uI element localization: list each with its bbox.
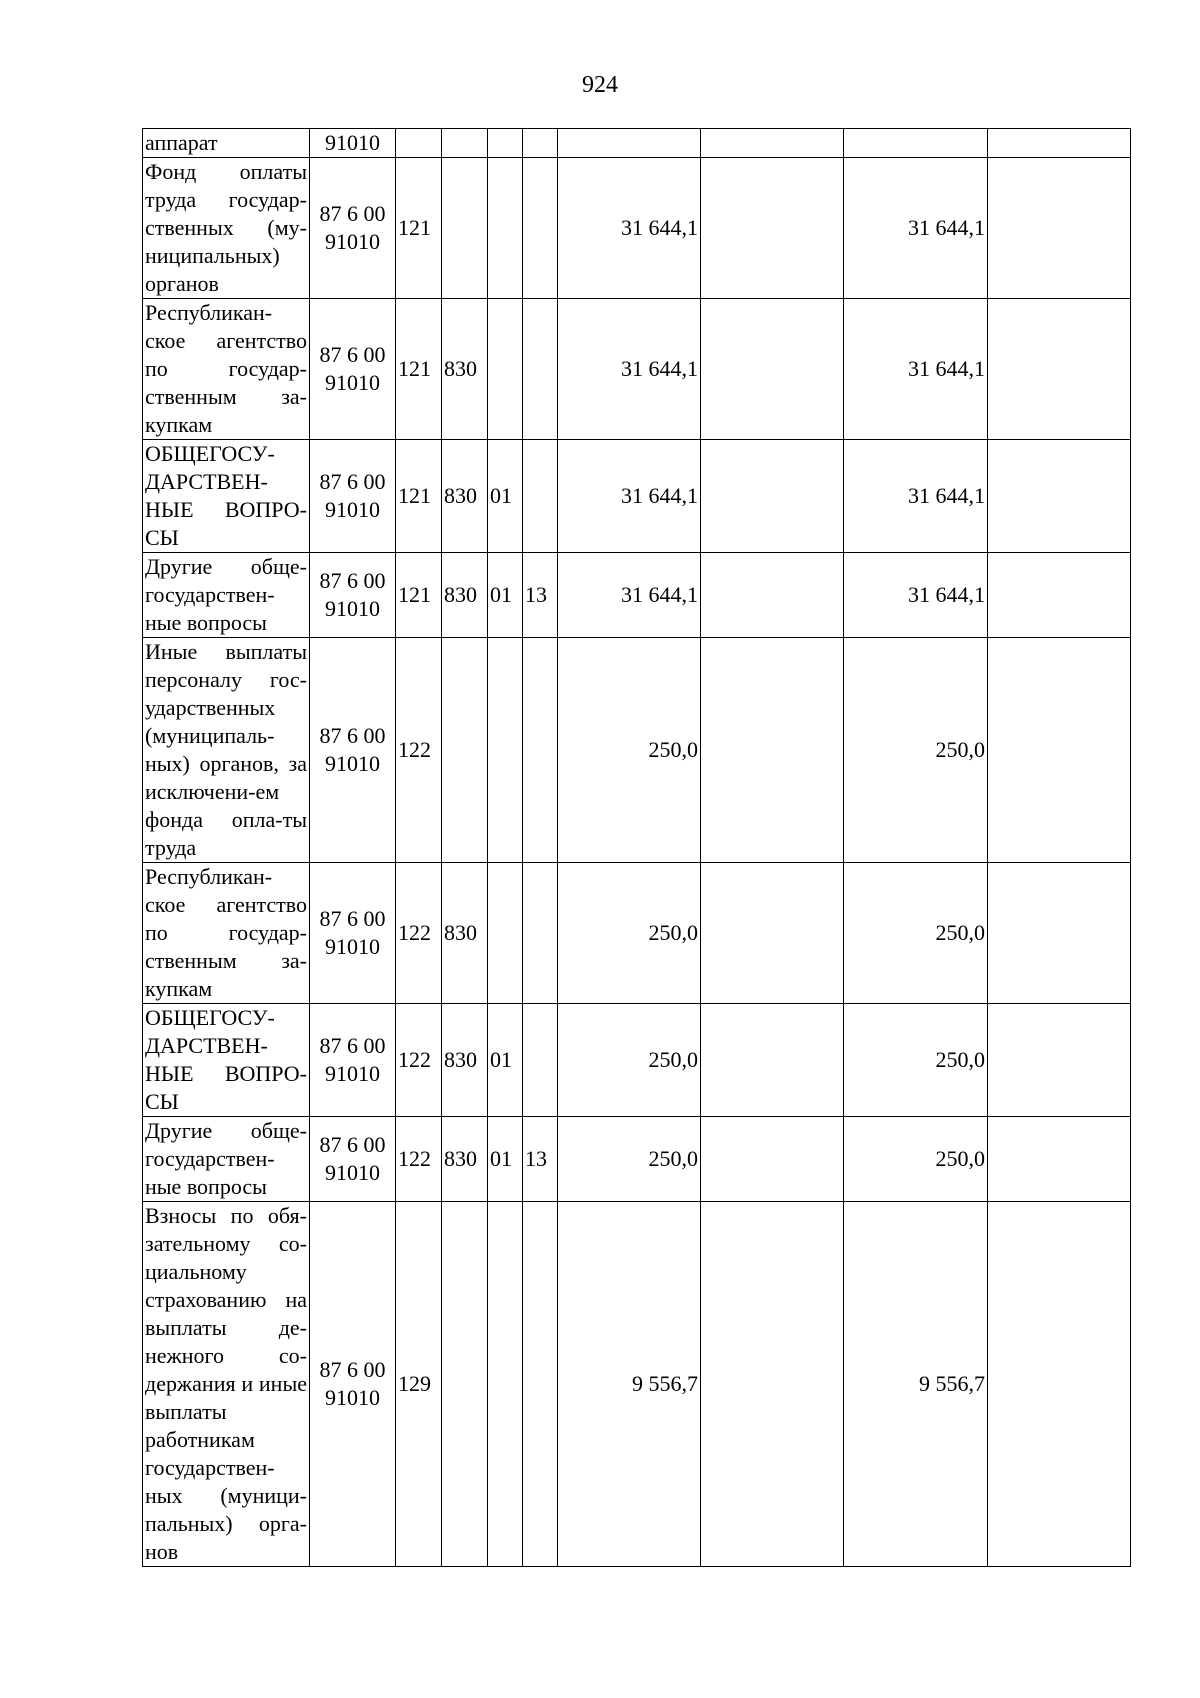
section-cell [488, 129, 523, 158]
item-name-cell: Иные выплаты персоналу гос-ударственных (муниципаль-ных) органов, за исключени-ем фонда опла-ты труда [143, 638, 310, 863]
amount-cell [701, 158, 844, 299]
subsection-cell [523, 863, 558, 1004]
expense-type-cell [396, 129, 442, 158]
expense-type-cell: 122 [396, 1117, 442, 1202]
target-article-cell: 91010 [310, 129, 396, 158]
expense-type-cell: 121 [396, 440, 442, 553]
amount-cell [988, 863, 1131, 1004]
amount-cell [988, 1117, 1131, 1202]
amount-cell: 31 644,1 [844, 440, 988, 553]
department-cell: 830 [442, 553, 488, 638]
amount-cell: 31 644,1 [558, 158, 701, 299]
amount-cell: 250,0 [558, 638, 701, 863]
department-cell: 830 [442, 299, 488, 440]
table-row [143, 1004, 1131, 1117]
item-name-cell: Другие обще-государствен-ные вопросы [143, 553, 310, 638]
department-cell [442, 158, 488, 299]
department-cell: 830 [442, 1004, 488, 1117]
section-cell [488, 1202, 523, 1567]
department-cell: 830 [442, 440, 488, 553]
expense-type-cell: 122 [396, 638, 442, 863]
amount-cell: 250,0 [558, 863, 701, 1004]
amount-cell [988, 1202, 1131, 1567]
subsection-cell [523, 638, 558, 863]
table-row [143, 638, 1131, 863]
subsection-cell [523, 129, 558, 158]
item-name-cell: ОБЩЕГОСУ-ДАРСТВЕН-НЫЕ ВОПРО-СЫ [143, 1004, 310, 1117]
expense-type-cell: 121 [396, 158, 442, 299]
table-body [143, 129, 1131, 1567]
item-name-cell: Другие обще-государствен-ные вопросы [143, 1117, 310, 1202]
amount-cell: 9 556,7 [844, 1202, 988, 1567]
section-cell [488, 638, 523, 863]
subsection-cell [523, 1202, 558, 1567]
target-article-cell: 87 6 00 91010 [310, 299, 396, 440]
amount-cell [701, 1202, 844, 1567]
amount-cell [701, 299, 844, 440]
expense-type-cell: 122 [396, 1004, 442, 1117]
section-cell: 01 [488, 1117, 523, 1202]
section-cell: 01 [488, 440, 523, 553]
page-number: 924 [582, 72, 618, 98]
amount-cell: 9 556,7 [558, 1202, 701, 1567]
amount-cell: 250,0 [844, 1117, 988, 1202]
table-row [143, 863, 1131, 1004]
table-row [143, 158, 1131, 299]
section-cell [488, 863, 523, 1004]
amount-cell [701, 1117, 844, 1202]
target-article-cell: 87 6 00 91010 [310, 158, 396, 299]
amount-cell: 31 644,1 [844, 299, 988, 440]
department-cell [442, 1202, 488, 1567]
item-name-cell: Республикан-ское агентство по государ-ственным за-купкам [143, 299, 310, 440]
department-cell [442, 129, 488, 158]
amount-cell: 250,0 [844, 863, 988, 1004]
expense-type-cell: 121 [396, 553, 442, 638]
subsection-cell [523, 158, 558, 299]
table-row [143, 1202, 1131, 1567]
section-cell: 01 [488, 553, 523, 638]
department-cell [442, 638, 488, 863]
expense-type-cell: 129 [396, 1202, 442, 1567]
subsection-cell: 13 [523, 553, 558, 638]
amount-cell [701, 638, 844, 863]
target-article-cell: 87 6 00 91010 [310, 638, 396, 863]
target-article-cell: 87 6 00 91010 [310, 1202, 396, 1567]
table-row [143, 440, 1131, 553]
subsection-cell [523, 1004, 558, 1117]
target-article-cell: 87 6 00 91010 [310, 1004, 396, 1117]
amount-cell [844, 129, 988, 158]
amount-cell: 31 644,1 [558, 553, 701, 638]
section-cell: 01 [488, 1004, 523, 1117]
amount-cell: 250,0 [558, 1117, 701, 1202]
table-row [143, 129, 1131, 158]
amount-cell [701, 440, 844, 553]
amount-cell: 31 644,1 [558, 299, 701, 440]
amount-cell [988, 638, 1131, 863]
amount-cell [701, 553, 844, 638]
item-name-cell: Взносы по обя-зательному со-циальному страхованию на выплаты де-нежного со-держания и иные выплаты работникам государствен-ных (муници-пальных) орга-нов [143, 1202, 310, 1567]
amount-cell [988, 440, 1131, 553]
amount-cell [988, 158, 1131, 299]
target-article-cell: 87 6 00 91010 [310, 440, 396, 553]
target-article-cell: 87 6 00 91010 [310, 1117, 396, 1202]
table-row [143, 299, 1131, 440]
target-article-cell: 87 6 00 91010 [310, 863, 396, 1004]
target-article-cell: 87 6 00 91010 [310, 553, 396, 638]
department-cell: 830 [442, 863, 488, 1004]
amount-cell: 31 644,1 [558, 440, 701, 553]
expense-type-cell: 122 [396, 863, 442, 1004]
table-row [143, 553, 1131, 638]
department-cell: 830 [442, 1117, 488, 1202]
amount-cell: 250,0 [844, 638, 988, 863]
item-name-cell: Республикан-ское агентство по государ-ственным за-купкам [143, 863, 310, 1004]
amount-cell: 250,0 [558, 1004, 701, 1117]
amount-cell [988, 299, 1131, 440]
expense-type-cell: 121 [396, 299, 442, 440]
budget-table [142, 128, 1131, 1567]
amount-cell: 31 644,1 [844, 158, 988, 299]
item-name-cell: ОБЩЕГОСУ-ДАРСТВЕН-НЫЕ ВОПРО-СЫ [143, 440, 310, 553]
amount-cell [701, 863, 844, 1004]
subsection-cell [523, 440, 558, 553]
amount-cell [558, 129, 701, 158]
amount-cell [701, 1004, 844, 1117]
section-cell [488, 299, 523, 440]
amount-cell [988, 1004, 1131, 1117]
amount-cell: 250,0 [844, 1004, 988, 1117]
table-row [143, 1117, 1131, 1202]
section-cell [488, 158, 523, 299]
amount-cell [988, 553, 1131, 638]
item-name-cell: Фонд оплаты труда государ-ственных (му-ниципальных) органов [143, 158, 310, 299]
amount-cell [988, 129, 1131, 158]
subsection-cell: 13 [523, 1117, 558, 1202]
item-name-cell: аппарат [143, 129, 310, 158]
subsection-cell [523, 299, 558, 440]
amount-cell [701, 129, 844, 158]
amount-cell: 31 644,1 [844, 553, 988, 638]
